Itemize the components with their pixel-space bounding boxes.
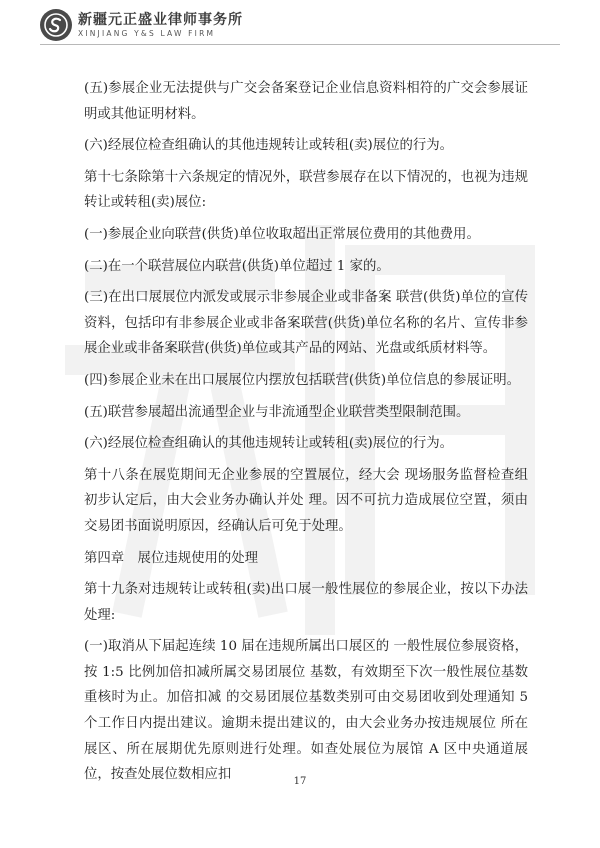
paragraph: (二)在一个联营展位内联营(供货)单位超过 1 家的。 xyxy=(84,258,390,274)
paragraph: (四)参展企业未在出口展展位内摆放包括联营(供货)单位信息的参展证明。 xyxy=(84,372,521,388)
firm-logo-icon xyxy=(40,9,72,41)
paragraph: (三)在出口展展位内派发或展示非参展企业或非备案 联营(供货)单位的宣传资料，包括印有非参展企业或非备案联营(供货)单位名称的名片、宣传非参展企业或非备案联营(供货)单位或其产品的网站、光盘或纸质材料等。 xyxy=(84,290,528,357)
paragraph: (五)参展企业无法提供与广交会备案登记企业信息资料相符的广交会参展证明或其他证明材料。 xyxy=(84,81,528,122)
firm-logo-mark xyxy=(43,12,69,38)
document-body xyxy=(84,76,528,794)
chapter-heading: 第四章 展位违规使用的处理 xyxy=(84,550,259,566)
paragraph: 第十八条在展览期间无企业参展的空置展位，经大会 现场服务监督检查组初步认定后，由大会业务办确认并处 理。因不可抗力造成展位空置，须由交易团书面说明原因，经确认后可免于处理。 xyxy=(84,467,528,534)
paragraph: (一)参展企业向联营(供货)单位收取超出正常展位费用的其他费用。 xyxy=(84,226,480,242)
page-number: 17 xyxy=(293,776,307,787)
paragraph: 第十七条除第十六条规定的情况外，联营参展存在以下情况的，也视为违规转让或转租(卖)展位: xyxy=(84,169,528,211)
paragraph: (六)经展位检查组确认的其他违规转让或转租(卖)展位的行为。 xyxy=(84,138,454,154)
page-header xyxy=(40,8,243,42)
header-divider xyxy=(40,44,560,45)
firm-name-block xyxy=(78,13,243,38)
paragraph: (六)经展位检查组确认的其他违规转让或转租(卖)展位的行为。 xyxy=(84,436,454,452)
firm-name-cn: 新疆元正盛业律师事务所 xyxy=(78,11,243,28)
paragraph: (五)联营参展超出流通型企业与非流通型企业联营类型限制范围。 xyxy=(84,404,470,420)
paragraph: (一)取消从下届起连续 10 届在违规所属出口展区的 一般性展位参展资格，按 1:5 比例加倍扣减所属交易团展位 基数，有效期至下次一般性展位基数重核时为止。加倍扣减 的交易团展位基数类别可由交易团收到处理通知 5 个工作日内提出建议。逾期未提出建议的，由大会业务办按违规展位 所在展区、所在展期优先原则进行处理。如查处展位为展馆 A 区中央通道展位，按查处展位数相应扣 xyxy=(84,639,528,783)
paragraph: 第十九条对违规转让或转租(卖)出口展一般性展位的参展企业，按以下办法处理: xyxy=(84,582,528,623)
firm-name-en: XINJIANG Y&S LAW FIRM xyxy=(78,28,216,38)
